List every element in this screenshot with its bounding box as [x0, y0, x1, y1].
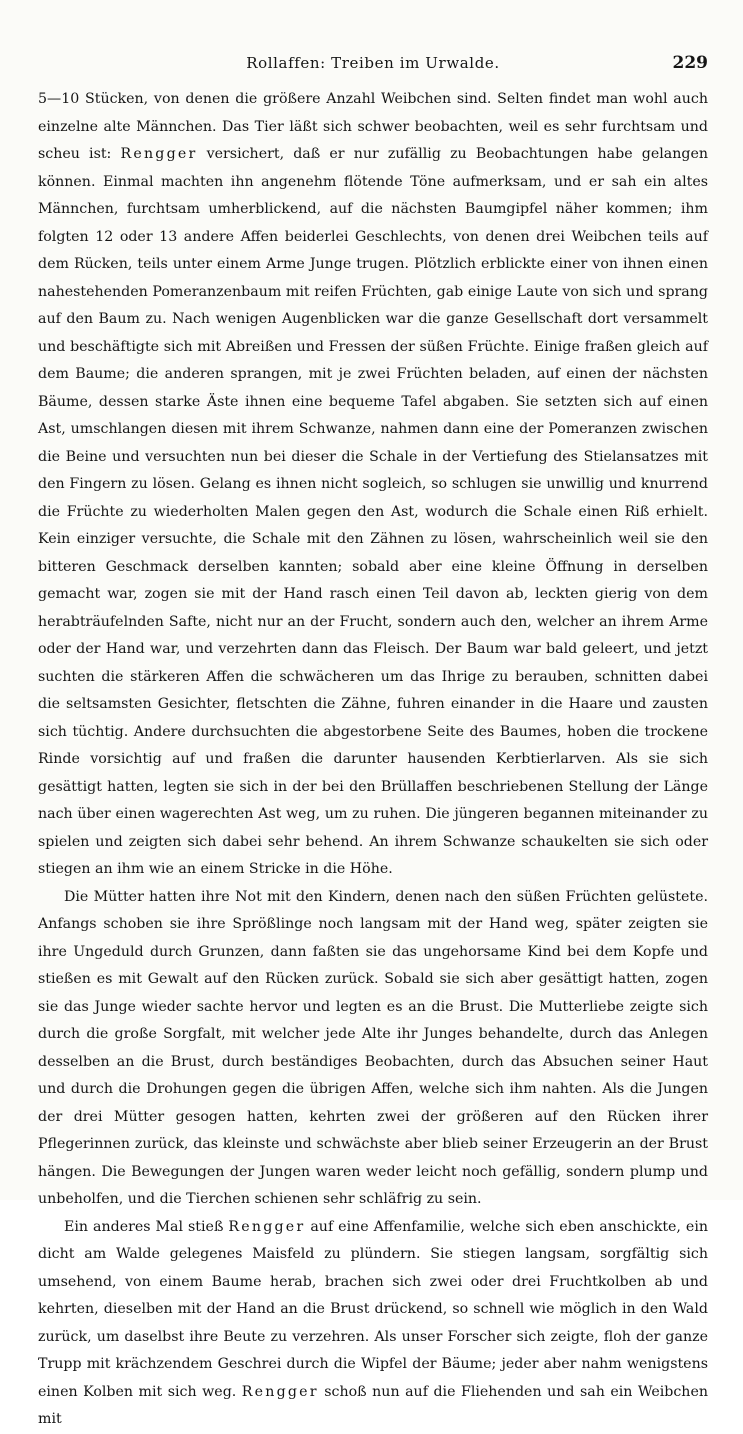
paragraph-1-part-3: versichert, daß er nur zufällig zu Beobachtungen habe gelangen können. Einmal machten ihn angenehm flötende Töne aufmerksam, und er sah ein altes Männchen, furchtsam umherblickend, auf die nächsten Baumgipfel näher kommen; ihm folgten 12 oder 13 andere Affen beiderlei Geschlechts, von denen drei Weibchen teils auf dem Rücken, teils unter einem Arme Junge trugen. Plötzlich erblickte einer von ihnen einen nahestehenden Pomeranzenbaum mit reifen Früchten, gab einige Laute von sich und sprang auf den Baum zu. Nach wenigen Augenblicken war die ganze Gesellschaft dort versammelt und beschäftigte sich mit Abreißen und Fressen der süßen Früchte. Einige fraßen gleich auf dem Baume; die anderen sprangen, mit je zwei Früchten beladen, auf einen der nächsten Bäume, dessen starke Äste ihnen eine bequeme Tafel abgaben. Sie setzten sich auf einen Ast, umschlangen diesen mit ihrem Schwanze, nahmen dann eine der Pomeranzen zwischen die Beine und versuchten nun bei dieser die Schale in der Vertiefung des Stielansatzes mit den Fingern zu lösen. Gelang es ihnen nicht sogleich, so schlugen sie unwillig und knurrend die Früchte zu wiederholten Malen gegen den Ast, wodurch die Schale einen Riß erhielt. Kein einziger versuchte, die Schale mit den Zähnen zu lösen, wahrscheinlich weil sie den bitteren Geschmack derselben kannten; sobald aber eine kleine Öffnung in derselben gemacht war, zogen sie mit der Hand rasch einen Teil davon ab, leckten gierig von dem herabträufelnden Safte, nicht nur an der Frucht, sondern auch den, welcher an ihrem Arme oder der Hand war, und verzehrten dann das Fleisch. Der Baum war bald geleert, und jetzt suchten die stärkeren Affen die schwächeren um das Ihrige zu berauben, schnitten dabei die seltsamsten Gesichter, fletschten die Zähne, fuhren einander in die Haare und zausten sich tüchtig. Andere durchsuchten die abgestorbene Seite des Baumes, hoben die trockene Rinde vorsichtig auf und fraßen die darunter hausenden Kerbtierlarven. Als sie sich gesättigt hatten, legten sie sich in der bei den Brüllaffen beschriebenen Stellung der Länge nach über einen wagerechten Ast weg, um zu ruhen. Die jüngeren begannen miteinander zu spielen und zeigten sich dabei sehr behend. An ihrem Schwanze schaukelten sie sich oder stiegen an ihm wie an einem Stricke in die Höhe.: [38, 146, 708, 877]
paragraph-3-part-1: Ein anderes Mal stieß: [64, 1218, 229, 1235]
paragraph-3: [38, 1214, 708, 1434]
body-text: [38, 86, 708, 1434]
paragraph-2: [38, 884, 708, 1214]
author-name: Rengger: [228, 1218, 306, 1235]
paragraph-1: [38, 86, 708, 884]
paragraph-1-part-1: 5—10 Stücken, von denen die größere Anzahl Weibchen sind. Selten findet man wohl auch einzelne alte Männchen. Das Tier läßt sich schwer beobachten, weil es sehr furchtsam und scheu ist:: [38, 91, 708, 162]
paragraph-3-part-3: auf eine Affenfamilie, welche sich eben anschickte, ein dicht am Walde gelegenes Maisfeld zu plündern. Sie stiegen langsam, sorgfältig sich umsehend, von einem Baume herab, brachen sich zwei oder drei Fruchtkolben ab und kehrten, dieselben mit der Hand an die Brust drückend, so schnell wie möglich in den Wald zurück, um daselbst ihre Beute zu verzehren. Als unser Forscher sich zeigte, floh der ganze Trupp mit krächzendem Geschrei durch die Wipfel der Bäume; jeder aber nahm wenigstens einen Kolben mit sich weg.: [38, 1218, 708, 1400]
author-name: Rengger: [241, 1383, 319, 1400]
paragraph-3-part-5: schoß nun auf die Fliehenden und sah ein Weibchen mit: [38, 1383, 708, 1427]
page-header: [38, 54, 708, 84]
page-number: 229: [672, 53, 708, 73]
running-head: Rollaffen: Treiben im Urwalde.: [246, 54, 500, 72]
author-name: Rengger: [120, 146, 198, 162]
paragraph-2-part-1: Die Mütter hatten ihre Not mit den Kindern, denen nach den süßen Früchten gelüstete. Anfangs schoben sie ihre Sprößlinge noch langsam mit der Hand weg, später zeigten sie ihre Ungeduld durch Grunzen, dann faßten sie das ungehorsame Kind bei dem Kopfe und stießen es mit Gewalt auf den Rücken zurück. Sobald sie sich aber gesättigt hatten, zogen sie das Junge wieder sachte hervor und legten es an die Brust. Die Mutterliebe zeigte sich durch die große Sorgfalt, mit welcher jede Alte ihr Junges behandelte, durch das Anlegen desselben an die Brust, durch beständiges Beobachten, durch das Absuchen seiner Haut und durch die Drohungen gegen die übrigen Affen, welche sich ihm nahten. Als die Jungen der drei Mütter gesogen hatten, kehrten zwei der größeren auf den Rücken ihrer Pflegerinnen zurück, das kleinste und schwächste aber blieb seiner Erzeugerin an der Brust hängen. Die Bewegungen der Jungen waren weder leicht noch gefällig, sondern plump und unbeholfen, und die Tierchen schienen sehr schläfrig zu sein.: [38, 888, 708, 1207]
